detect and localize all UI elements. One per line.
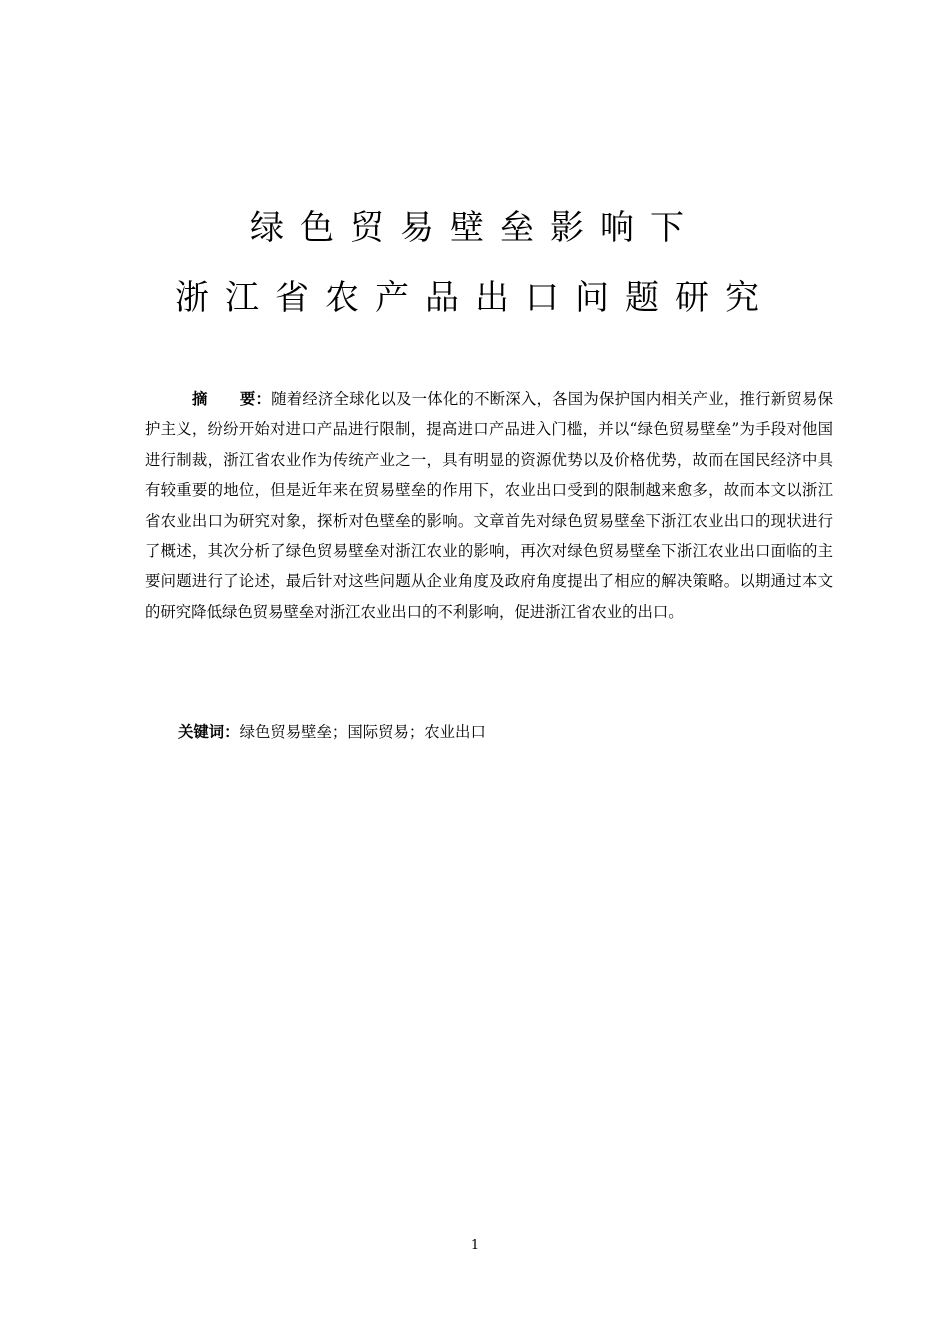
abstract-label-second: 要 xyxy=(239,390,256,408)
page-number: 1 xyxy=(470,1238,480,1253)
title-line-1: 绿色贸易壁垒影响下 xyxy=(250,208,700,248)
keywords-label: 关键词： xyxy=(178,723,240,741)
title-line-2: 浙江省农产品出口问题研究 xyxy=(175,278,775,318)
abstract-paragraph xyxy=(145,384,833,627)
abstract-text: 随着经济全球化以及一体化的不断深入，各国为保护国内相关产业，推行新贸易保护主义，纷纷开始对进口产品进行限制，提高进口产品进入门槛，并以“绿色贸易壁垒”为手段对他国进行制裁，浙江省农业作为传统产业之一，具有明显的资源优势以及价格优势，故而在国民经济中具有较重要的地位，但是近年来在贸易壁垒的作用下，农业出口受到的限制越来愈多，故而本文以浙江省农业出口为研究对象，探析对色壁垒的影响。文章首先对绿色贸易壁垒下浙江农业出口的现状进行了概述，其次分析了绿色贸易壁垒对浙江农业的影响，再次对绿色贸易壁垒下浙江农业出口面临的主要问题进行了论述，最后针对这些问题从企业角度及政府角度提出了相应的解决策略。以期通过本文的研究降低绿色贸易壁垒对浙江农业出口的不利影响，促进浙江省农业的出口。 xyxy=(145,390,833,621)
abstract-label-first: 摘 xyxy=(192,390,208,408)
abstract-label xyxy=(192,390,271,408)
keywords-line xyxy=(178,717,833,747)
keywords-text: 绿色贸易壁垒；国际贸易；农业出口 xyxy=(239,723,486,741)
abstract-label-colon: ： xyxy=(255,390,272,408)
